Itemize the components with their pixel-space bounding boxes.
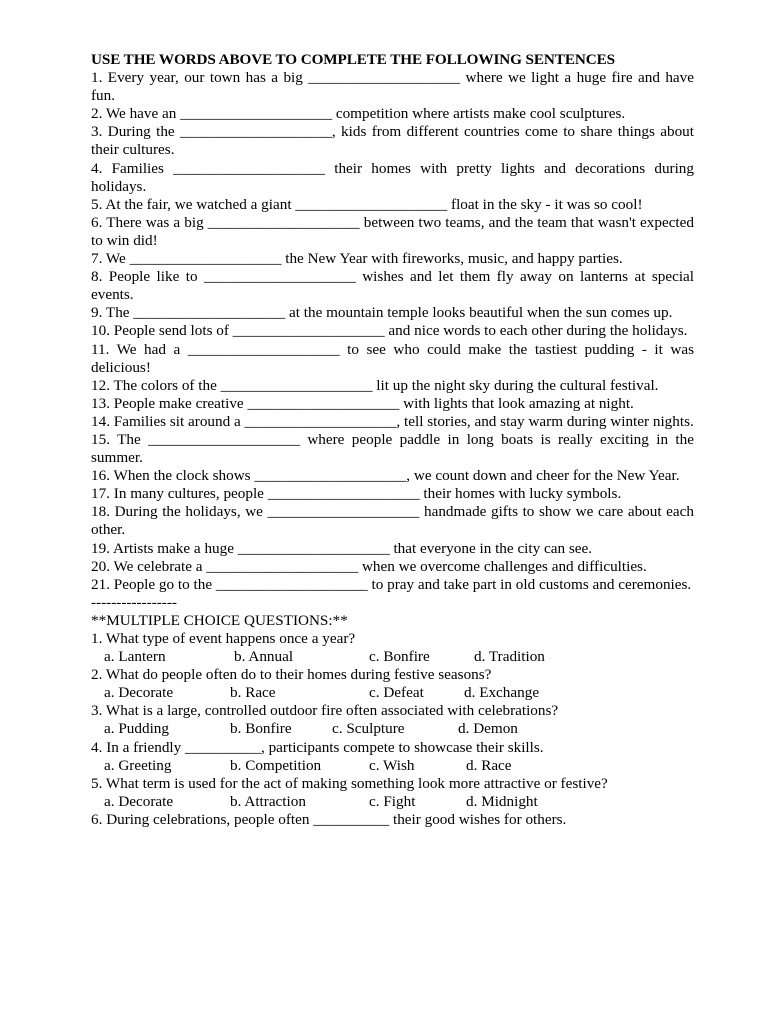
question-5 [91,775,694,811]
sentence-5: 5. At the fair, we watched a giant ____________________ float in the sky - it was so cool! [91,195,643,213]
sentence-13: 13. People make creative ____________________ with lights that look amazing at night. [91,394,634,412]
question-text: 6. During celebrations, people often __________ their good wishes for others. [91,810,567,828]
question-2 [91,666,694,702]
sentence-16: 16. When the clock shows ____________________, we count down and cheer for the New Year. [91,467,680,485]
option-d: d. Race [466,756,512,774]
sentence-18: 18. During the holidays, we ____________________ handmade gifts to show we care about each other. [91,503,694,539]
sentence-7: 7. We ____________________ the New Year with fireworks, music, and happy parties. [91,250,623,268]
sentence-1: 1. Every year, our town has a big ____________________ where we light a huge fire and have fun. [91,69,694,105]
sentence-15: 15. The ____________________ where people paddle in long boats is really exciting in the summer. [91,430,694,467]
question-options [91,793,694,811]
option-a: a. Lantern [104,648,166,666]
sentence-17: 17. In many cultures, people ____________________ their homes with lucky symbols. [91,485,622,503]
option-d: d. Exchange [464,684,540,702]
worksheet [91,51,694,829]
sentence-19: 19. Artists make a huge ____________________ that everyone in the city can see. [91,539,593,557]
worksheet-heading: USE THE WORDS ABOVE TO COMPLETE THE FOLLOWING SENTENCES [91,51,615,68]
option-a: a. Pudding [104,720,169,738]
option-a: a. Decorate [104,792,174,810]
option-b: b. Race [230,684,276,702]
fill-in-sentences [91,69,694,594]
question-text: 2. What do people often do to their homes during festive seasons? [91,666,492,684]
option-c: c. Bonfire [369,648,430,666]
option-d: d. Demon [458,720,518,738]
sentence-10: 10. People send lots of ____________________ and nice words to each other during the holidays. [91,322,688,340]
option-c: c. Defeat [369,684,424,702]
sentence-8: 8. People like to ____________________ wishes and let them fly away on lanterns at special events. [91,268,694,304]
option-b: b. Competition [230,756,322,774]
option-a: a. Decorate [104,684,174,702]
multiple-choice-title: **MULTIPLE CHOICE QUESTIONS:** [91,611,348,629]
option-b: b. Annual [234,648,294,666]
question-options [91,684,694,702]
sentence-14: 14. Families sit around a ____________________, tell stories, and stay warm during winter nights. [91,412,694,430]
option-c: c. Wish [369,756,415,774]
sentence-2: 2. We have an ____________________ competition where artists make cool sculptures. [91,105,626,123]
sentence-12: 12. The colors of the ____________________ lit up the night sky during the cultural festival. [91,376,659,394]
question-text: 4. In a friendly __________, participants compete to showcase their skills. [91,738,544,756]
multiple-choice-questions [91,630,694,829]
question-text: 5. What term is used for the act of making something look more attractive or festive? [91,774,608,792]
question-3 [91,702,694,738]
sentence-3: 3. During the ____________________, kids from different countries come to share things about their cultures. [91,123,694,159]
option-d: d. Tradition [474,648,545,666]
sentence-9: 9. The ____________________ at the mountain temple looks beautiful when the sun comes up. [91,304,673,322]
sentence-4: 4. Families ____________________ their homes with pretty lights and decorations during holidays. [91,159,694,195]
option-a: a. Greeting [104,756,172,774]
sentence-11: 11. We had a ____________________ to see who could make the tastiest pudding - it was delicious! [91,340,694,376]
option-c: c. Sculpture [332,720,405,738]
question-6 [91,811,694,829]
sentence-6: 6. There was a big ____________________ between two teams, and the team that wasn't expected to win did! [91,213,694,249]
question-1 [91,630,694,666]
question-4 [91,739,694,775]
option-b: b. Attraction [230,792,306,810]
option-c: c. Fight [369,792,416,810]
question-text: 1. What type of event happens once a year? [91,630,356,647]
section-divider: ----------------- [91,593,177,611]
question-options [91,648,694,666]
question-text: 3. What is a large, controlled outdoor fire often associated with celebrations? [91,702,559,720]
question-options [91,757,694,775]
sentence-20: 20. We celebrate a ____________________ when we overcome challenges and difficulties. [91,557,647,575]
sentence-21: 21. People go to the ____________________ to pray and take part in old customs and ceremonies. [91,575,692,593]
question-options [91,720,694,738]
option-b: b. Bonfire [230,720,292,738]
option-d: d. Midnight [466,792,538,810]
